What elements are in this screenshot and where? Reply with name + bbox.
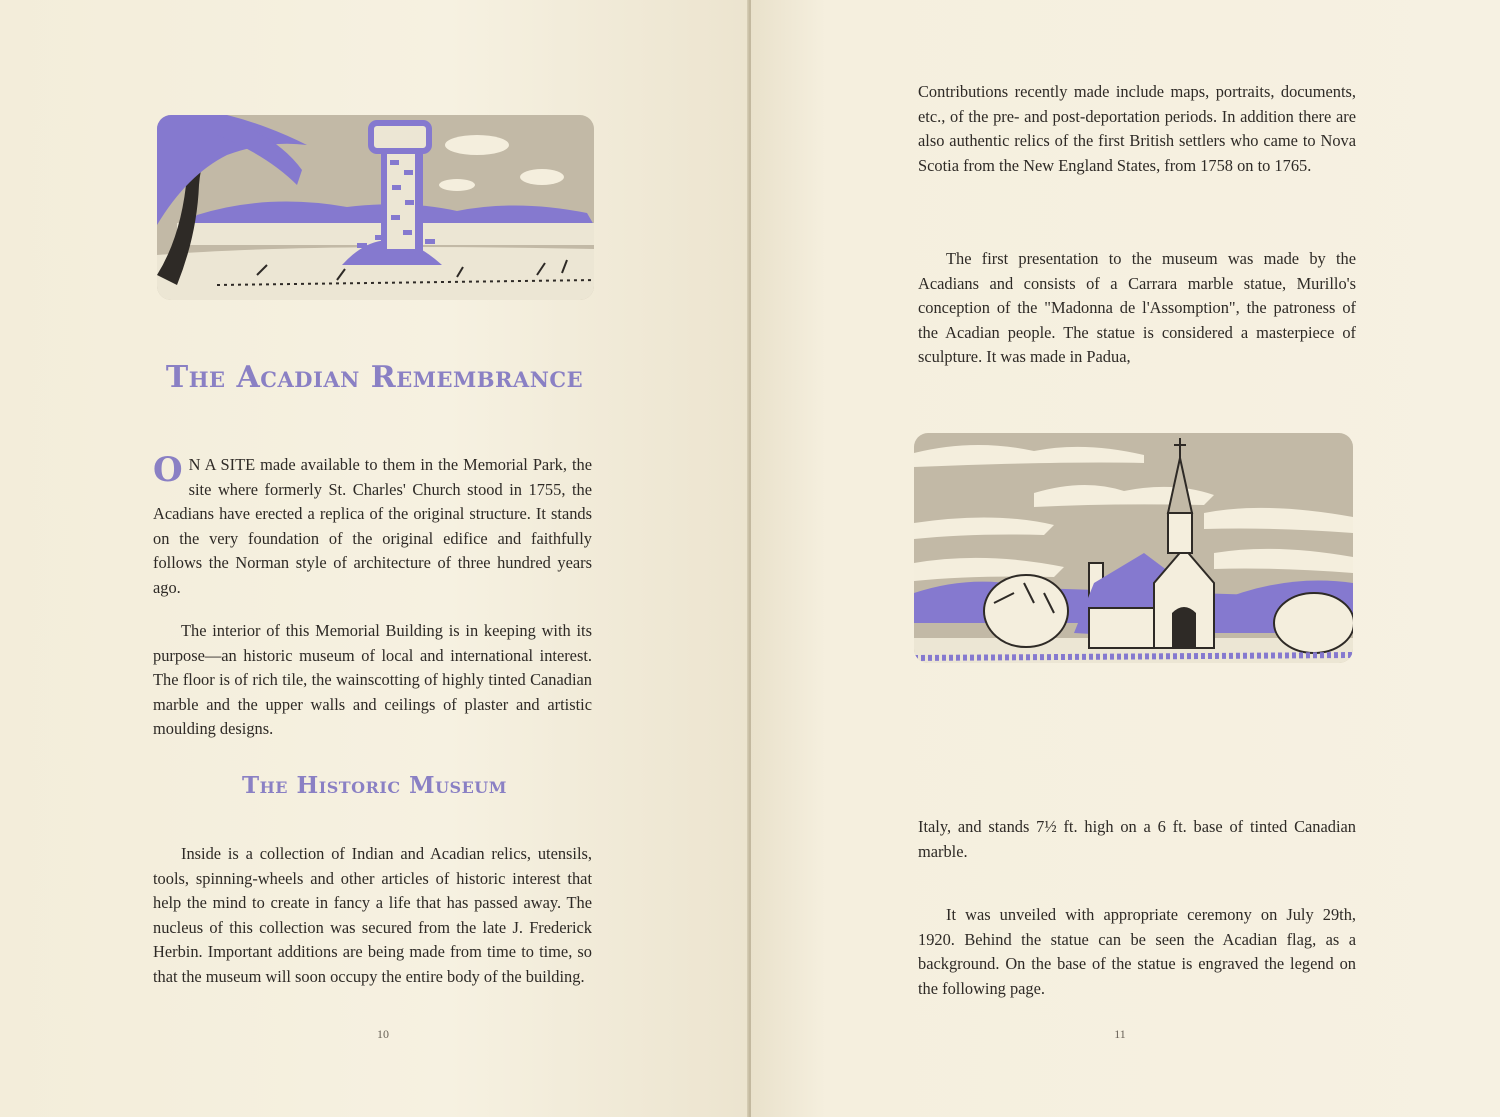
paragraph-contributions: Contributions recently made include maps, portraits, documents, etc., of the pre- and post-deportation periods. In addition there are also authentic relics of the first British settlers who came to Nova Scotia from the New England States, from 1758 on to 1765.: [918, 82, 1356, 175]
paragraph-unveiled: It was unveiled with appropriate ceremony on July 29th, 1920. Behind the statue can be seen the Acadian flag, as a background. On the base of the statue is engraved the legend on the following page.: [918, 905, 1356, 998]
paragraph-site: [153, 450, 592, 601]
paragraph-interior: The interior of this Memorial Building is in keeping with its purpose—an historic museum of local and international interest. The floor is of rich tile, the wainscotting of highly tinted Canadian marble and the upper walls and ceilings of plaster and artistic moulding designs.: [153, 621, 592, 739]
stone-cross-illustration: [157, 115, 594, 300]
paragraph-first-presentation: The first presentation to the museum was made by the Acadians and consists of a Carrara marble statue, Murillo's conception of the "Madonna de l'Assomption", the patroness of the Acadian people. The statue is considered a masterpiece of sculpture. It was made in Padua,: [918, 249, 1356, 367]
page-number-right: 11: [1114, 1027, 1126, 1041]
paragraph-italy: Italy, and stands 7½ ft. high on a 6 ft. base of tinted Canadian marble.: [918, 817, 1356, 861]
paragraph-site-text: N A SITE made available to them in the Memorial Park, the site where formerly St. Charles' Church stood in 1755, the Acadians have erected a replica of the original structure. It stands on the very foundation of the original edifice and faithfully follows the Norman style of architecture of three hundred years ago.: [153, 455, 592, 597]
church-illustration: [914, 433, 1353, 663]
heading-historic-museum: The Historic Museum: [242, 772, 507, 799]
left-page: [0, 0, 749, 1117]
heading-acadian-remembrance: The Acadian Remembrance: [165, 360, 584, 395]
right-page: [751, 0, 1500, 1117]
paragraph-collection: Inside is a collection of Indian and Acadian relics, utensils, tools, spinning-wheels and other articles of historic interest that help the mind to create in fancy a life that has passed away. The nucleus of this collection was secured from the late J. Frederick Herbin. Important additions are being made from time to time, so that the museum will soon occupy the entire body of the building.: [153, 844, 592, 986]
drop-cap: O: [153, 450, 183, 490]
page-number-left: 10: [377, 1027, 389, 1041]
